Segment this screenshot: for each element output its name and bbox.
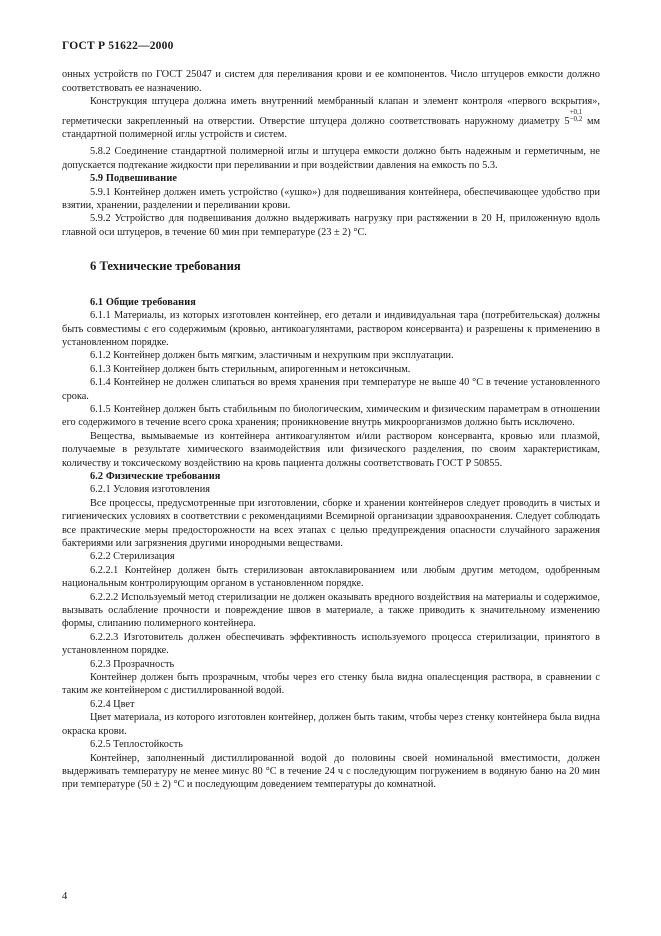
paragraph: 6.1.3 Контейнер должен быть стерильным, апирогенным и нетоксичным.	[90, 363, 411, 375]
subsection-heading: 6.1 Общие требования	[90, 296, 196, 308]
paragraph: Контейнер, заполненный дистиллированной водой до половины своей номинальной вместимости, должен выдерживать температуру не менее минус 80 °С в течение 24 ч с последующим погружением в водяную баню на 20 мин при температуре (50 ± 2) °С и последующим доведением температуры до комнатной.	[62, 752, 600, 791]
tolerance-superscript	[570, 109, 583, 123]
section-heading: 6 Технические требования	[90, 259, 241, 274]
paragraph-text: Конструкция штуцера должна иметь внутренний мембранный клапан и элемент контроля «первого вскрытия», герметически закрепленный на отверстии. Отверстие штуцера должно соответствовать наружному диаметру 5	[62, 96, 600, 127]
paragraph: 6.2.1 Условия изготовления	[90, 484, 211, 496]
paragraph: 6.2.2.1 Контейнер должен быть стерилизован автоклавированием или любым другим методом, одобренным национальным контролирующим органом в установленном порядке.	[62, 564, 600, 590]
paragraph: Все процессы, предусмотренные при изготовлении, сборке и хранении контейнеров следует проводить в чистых и гигиенических условиях в соответствии с рекомендациями Всемирной организации здравоохранения. Следует соблюдать все практические меры предосторожности на всех этапах с целью предупреждения опасности случайного заражения бактериями или загрязнения другими инородными веществами.	[62, 497, 600, 549]
paragraph: 6.2.4 Цвет	[90, 698, 135, 710]
paragraph: 6.1.2 Контейнер должен быть мягким, эластичным и нехрупким при эксплуатации.	[90, 350, 454, 362]
paragraph: Вещества, вымываемые из контейнера антикоагулянтом и/или раствором консерванта, кровью или плазмой, получаемые в результате химического взаимодействия или физического разделения, по своим характеристикам, количеству и токсическому воздействию на кровь пациента должны соответствовать ГОСТ Р 50855.	[62, 430, 600, 469]
paragraph: 5.9.2 Устройство для подвешивания должно выдерживать нагрузку при растяжении в 20 Н, приложенную вдоль главной оси штуцеров, в течение 60 мин при температуре (23 ± 2) °С.	[62, 213, 600, 238]
paragraph: 6.1.1 Материалы, из которых изготовлен контейнер, его детали и индивидуальная тара (потребительская) должны быть совместимы с его содержимым (кровью, антикоагулянтами, раствором консерванта) и разрешены к применению в установленном порядке.	[62, 310, 600, 348]
paragraph: 6.2.3 Прозрачность	[90, 658, 175, 670]
paragraph: онных устройств по ГОСТ 25047 и систем для переливания крови и ее компонентов. Число штуцеров емкости должно соответствовать ее назначению.	[62, 69, 600, 94]
paragraph-text: мм стандартной полимерной иглы устройств и систем.	[62, 115, 600, 141]
paragraph: Контейнер должен быть прозрачным, чтобы через его стенку была видна опалесценция раствора, в сравнении с таким же контейнером с дистиллированной водой.	[62, 672, 600, 697]
paragraph: 6.1.4 Контейнер не должен слипаться во время хранения при температуре не выше 40 °С в течение установленного срока.	[62, 377, 600, 402]
paragraph: 5.8.2 Соединение стандартной полимерной иглы и штуцера емкости должно быть надежным и герметичным, не допускается подтекание жидкости при переливании и при воздействии давления на емкость по 5.3.	[62, 146, 600, 171]
paragraph: 6.2.2.3 Изготовитель должен обеспечивать эффективность используемого процесса стерилизации, принятого в установленном порядке.	[62, 631, 600, 657]
tolerance-upper: +0,1	[569, 107, 583, 116]
document-header: ГОСТ Р 51622—2000	[62, 40, 174, 52]
subsection-heading: 5.9 Подвешивание	[90, 173, 178, 185]
paragraph: Цвет материала, из которого изготовлен контейнер, должен быть таким, чтобы через стенку контейнера была видна окраска крови.	[62, 712, 600, 737]
subsection-heading: 6.2 Физические требования	[90, 470, 221, 482]
paragraph: 6.2.2 Стерилизация	[90, 551, 175, 563]
document-page	[62, 40, 600, 792]
tolerance-lower: −0,2	[569, 114, 583, 123]
paragraph	[62, 95, 600, 141]
paragraph: 6.2.2.2 Используемый метод стерилизации не должен оказывать вредного воздействия на материалы и содержимое, вызывать ослабление прочности и повреждение швов в материале, а также приводить к значительному изменению формы, слипанию полимерного контейнера.	[62, 591, 600, 630]
paragraph: 6.1.5 Контейнер должен быть стабильным по биологическим, химическим и физическим параметрам в отношении его содержимого в течение всего срока хранения; проникновение внутрь микроорганизмов должно быть исключено.	[62, 403, 600, 429]
paragraph: 5.9.1 Контейнер должен иметь устройство («ушко») для подвешивания контейнера, обеспечивающее удобство при взятии, хранении, разделении и переливании крови.	[62, 186, 600, 212]
page-number: 4	[62, 891, 68, 902]
paragraph: 6.2.5 Теплостойкость	[90, 739, 183, 751]
